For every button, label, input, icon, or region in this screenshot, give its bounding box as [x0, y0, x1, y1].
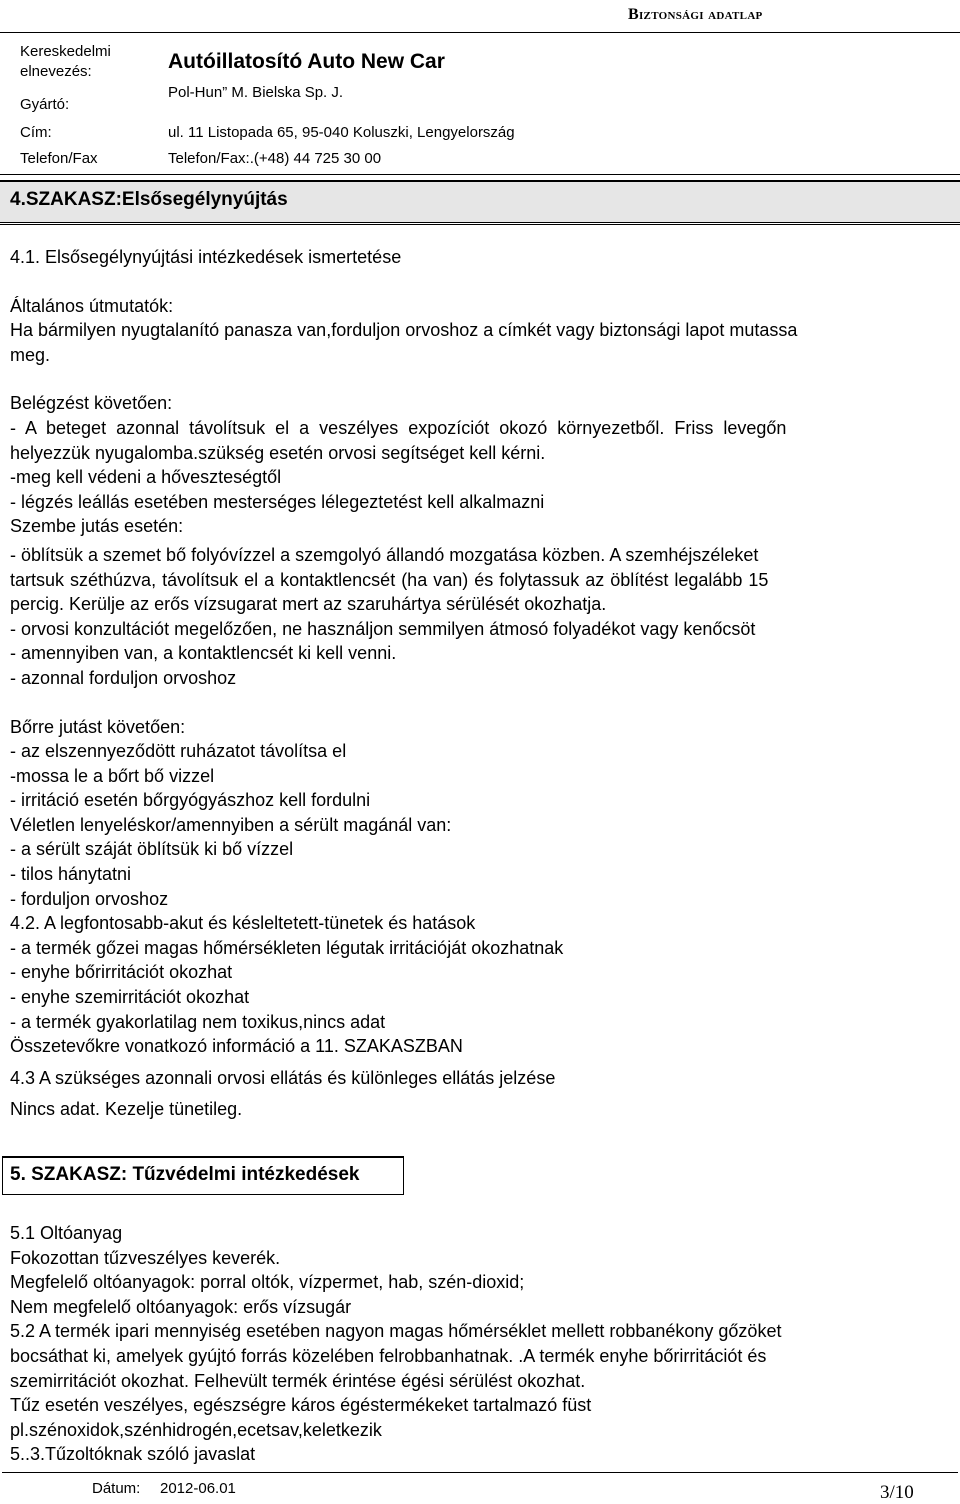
text-line: - a sérült száját öblítsük ki bő vízzel [10, 839, 294, 860]
text-line: Nem megfelelő oltóanyagok: erős vízsugár [10, 1296, 352, 1317]
phone-label: Telefon/Fax [20, 150, 98, 167]
text-line: - enyhe szemirritációt okozhat [10, 987, 250, 1008]
trade-name-label-line1: Kereskedelmi [20, 43, 111, 60]
subsection-4-2-heading: 4.2. A legfontosabb-akut és késleltetett-tünetek és hatások [10, 913, 476, 934]
footer-date: 2012-06.01 [160, 1480, 236, 1497]
address-label: Cím: [20, 124, 52, 141]
section4-body [10, 245, 950, 1122]
text-line: Ha bármilyen nyugtalanító panasza van,forduljon orvoshoz a címkét vagy biztonsági lapot mutassa [10, 320, 798, 341]
document-type: Biztonsági adatlap [628, 6, 763, 23]
blank-line [10, 691, 950, 715]
text-line: Fokozottan tűzveszélyes keverék. [10, 1247, 281, 1268]
text-line: szemirritációt okozhat. Felhevült termék érintése égési sérülést okozhat. [10, 1370, 586, 1391]
ingestion-heading: Véletlen lenyeléskor/amennyiben a sérült magánál van: [10, 814, 452, 835]
inhalation-heading: Belégzést követően: [10, 393, 173, 414]
text-line: - azonnal forduljon orvoshoz [10, 667, 237, 688]
text-line: meg. [10, 344, 51, 365]
text-line: Megfelelő oltóanyagok: porral oltók, vízpermet, hab, szén-dioxid; [10, 1272, 525, 1293]
text-line: - amennyiben van, a kontaktlencsét ki kell venni. [10, 643, 397, 664]
blank-line [10, 367, 950, 391]
footer-rule [2, 1472, 958, 1473]
product-name: Autóillatosító Auto New Car [168, 50, 445, 73]
text-line: - enyhe bőrirritációt okozhat [10, 962, 233, 983]
text-line: - A beteget azonnal távolítsuk el a veszélyes expozíciót okozó környezetből. Friss levegőn [10, 417, 787, 438]
text-line: Tűz esetén veszélyes, egészségre káros égéstermékeket tartalmazó füst [10, 1395, 592, 1416]
trade-name-label-line2: elnevezés: [20, 63, 92, 80]
page-number: 3/10 [880, 1482, 914, 1503]
text-line: - tilos hánytatni [10, 864, 132, 885]
text-line: -meg kell védeni a hőveszteségtől [10, 467, 282, 488]
address-value: ul. 11 Listopada 65, 95-040 Koluszki, Lengyelország [168, 124, 515, 141]
text-line: tartsuk széthúzva, távolítsuk el a kontaktlencsét (ha van) és folytassuk az öblítést legalább 15 [10, 569, 769, 590]
text-line: pl.szénoxidok,szénhidrogén,ecetsav,keletkezik [10, 1419, 382, 1440]
text-line: - a termék gőzei magas hőmérsékleten légutak irritációját okozhatnak [10, 937, 564, 958]
text-line: bocsáthat ki, amelyek gyújtó forrás közelében felrobbanhatnak. .A termék enyhe bőrirritációt és [10, 1345, 767, 1366]
text-line: - az elszennyeződött ruházatot távolítsa el [10, 741, 347, 762]
header-top-rule [0, 32, 960, 33]
section5-body [10, 1221, 950, 1467]
manufacturer-label: Gyártó: [20, 96, 70, 113]
phone-value: Telefon/Fax:.(+48) 44 725 30 00 [168, 150, 382, 167]
text-line: helyezzük nyugalomba.szükség esetén orvosi segítséget kell kérni. [10, 442, 546, 463]
header-bottom-rule [0, 174, 960, 175]
subsection-4-3-heading: 4.3 A szükséges azonnali orvosi ellátás és különleges ellátás jelzése [10, 1067, 556, 1088]
blank-line [10, 270, 950, 294]
eye-contact-heading: Szembe jutás esetén: [10, 516, 184, 537]
text-line: - a termék gyakorlatilag nem toxikus,nincs adat [10, 1011, 386, 1032]
text-line: - orvosi konzultációt megelőzően, ne használjon semmilyen átmosó folyadékot vagy kenőcsöt [10, 618, 756, 639]
section5-title: 5. SZAKASZ: Tűzvédelmi intézkedések [10, 1164, 360, 1185]
text-line: -mossa le a bőrt bő vizzel [10, 765, 215, 786]
subsection-5-2-text: 5.2 A termék ipari mennyiség esetében nagyon magas hőmérséklet mellett robbanékony gőzöket [10, 1321, 782, 1342]
subsection-4-1-heading: 4.1. Elsősegélynyújtási intézkedések ismertetése [10, 247, 402, 267]
text-line: - légzés leállás esetében mesterséges lélegeztetést kell alkalmazni [10, 491, 545, 512]
general-guidance-heading: Általános útmutatók: [10, 295, 174, 316]
text-line: Nincs adat. Kezelje tünetileg. [10, 1099, 243, 1120]
text-line: - irritáció esetén bőrgyógyászhoz kell fordulni [10, 790, 371, 811]
text-line: - forduljon orvoshoz [10, 888, 169, 909]
section4-bottom-rule [0, 224, 960, 225]
text-line: - öblítsük a szemet bő folyóvízzel a szemgolyó állandó mozgatása közben. A szemhéjszéleket [10, 544, 759, 565]
subsection-5-1-heading: 5.1 Oltóanyag [10, 1223, 123, 1243]
manufacturer-name: Pol-Hun” M. Bielska Sp. J. [168, 84, 344, 101]
skin-contact-heading: Bőrre jutást követően: [10, 716, 186, 737]
text-line: percig. Kerülje az erős vízsugarat mert az szaruhártya sérülését okozhatja. [10, 594, 607, 615]
subsection-5-3-heading: 5..3.Tűzoltóknak szóló javaslat [10, 1444, 256, 1465]
text-line: Összetevőkre vonatkozó információ a 11. SZAKASZBAN [10, 1036, 463, 1057]
footer-date-label: Dátum: [92, 1480, 141, 1497]
section4-title: 4.SZAKASZ:Elsősegélynyújtás [10, 189, 288, 210]
